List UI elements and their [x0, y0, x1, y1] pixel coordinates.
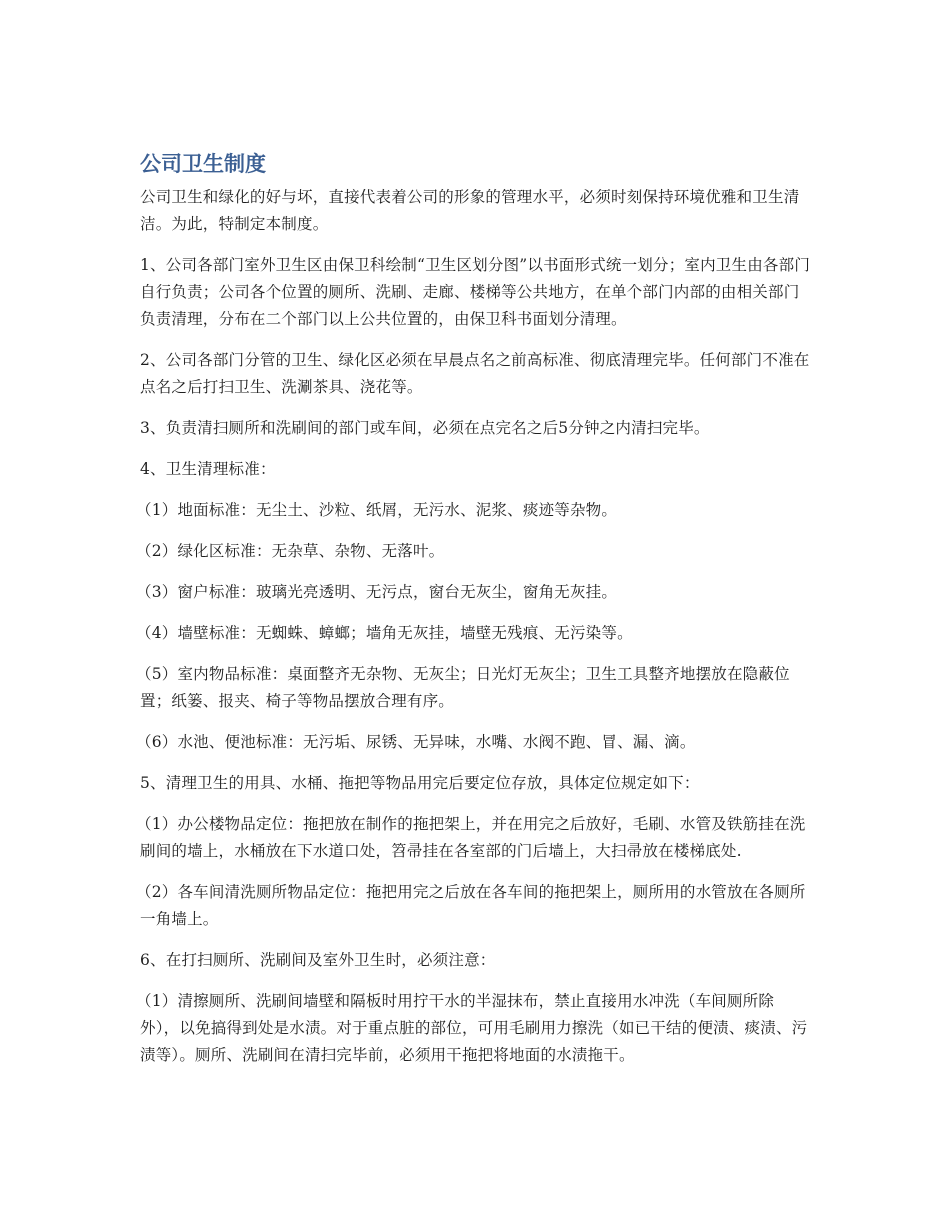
rule-4-heading: 4、卫生清理标准：	[140, 460, 276, 478]
rule-6-item-1: （1）清擦厕所、洗刷间墙壁和隔板时用拧干水的半湿抹布，禁止直接用水冲洗（车间厕所除外），以免搞得到处是水渍。对于重点脏的部位，可用毛刷用力擦洗（如已干结的便渍、痰渍、污渍等）。厕所、洗刷间在清扫完毕前，必须用干拖把将地面的水渍拖干。	[136, 992, 808, 1064]
rule-2-paragraph: 2、公司各部门分管的卫生、绿化区必须在早晨点名之前高标准、彻底清理完毕。任何部门不准在点名之后打扫卫生、洗涮茶具、浇花等。	[140, 351, 810, 396]
rule-4-item-5: （5）室内物品标准：桌面整齐无杂物、无灰尘；日光灯无灰尘；卫生工具整齐地摆放在隐蔽位置；纸篓、报夹、椅子等物品摆放合理有序。	[136, 665, 790, 710]
intro-paragraph: 公司卫生和绿化的好与坏，直接代表着公司的形象的管理水平，必须时刻保持环境优雅和卫生清洁。为此，特制定本制度。	[140, 188, 800, 233]
document-title: 公司卫生制度	[140, 152, 266, 176]
rule-4-item-1: （1）地面标准：无尘土、沙粒、纸屑，无污水、泥浆、痰迹等杂物。	[136, 501, 618, 519]
document-page	[136, 148, 812, 1083]
rule-5-item-2: （2）各车间清洗厕所物品定位：拖把用完之后放在各车间的拖把架上，厕所用的水管放在各厕所一角墙上。	[136, 883, 806, 928]
rule-5-item-1: （1）办公楼物品定位：拖把放在制作的拖把架上，并在用完之后放好，毛刷、水管及铁筋挂在洗刷间的墙上，水桶放在下水道口处，笤帚挂在各室部的门后墙上，大扫帚放在楼梯底处.	[136, 815, 806, 860]
rule-3-paragraph: 3、负责清扫厕所和洗刷间的部门或车间，必须在点完名之后5分钟之内清扫完毕。	[140, 419, 710, 437]
rule-6-heading: 6、在打扫厕所、洗刷间及室外卫生时，必须注意：	[140, 951, 496, 969]
rule-4-item-4: （4）墙壁标准：无蜘蛛、蟑螂；墙角无灰挂，墙壁无残痕、无污染等。	[136, 624, 633, 642]
rule-4-item-3: （3）窗户标准：玻璃光亮透明、无污点，窗台无灰尘，窗角无灰挂。	[136, 583, 618, 601]
rule-5-heading: 5、清理卫生的用具、水桶、拖把等物品用完后要定位存放，具体定位规定如下：	[140, 774, 700, 792]
rule-1-paragraph: 1、公司各部门室外卫生区由保卫科绘制“卫生区划分图”以书面形式统一划分；室内卫生由各部门自行负责；公司各个位置的厕所、洗刷、走廊、楼梯等公共地方，在单个部门内部的由相关部门负责清理，分布在二个部门以上公共位置的，由保卫科书面划分清理。	[140, 256, 811, 328]
rule-4-item-2: （2）绿化区标准：无杂草、杂物、无落叶。	[136, 542, 445, 560]
rule-4-item-6: （6）水池、便池标准：无污垢、尿锈、无异味，水嘴、水阀不跑、冒、漏、滴。	[136, 733, 696, 751]
